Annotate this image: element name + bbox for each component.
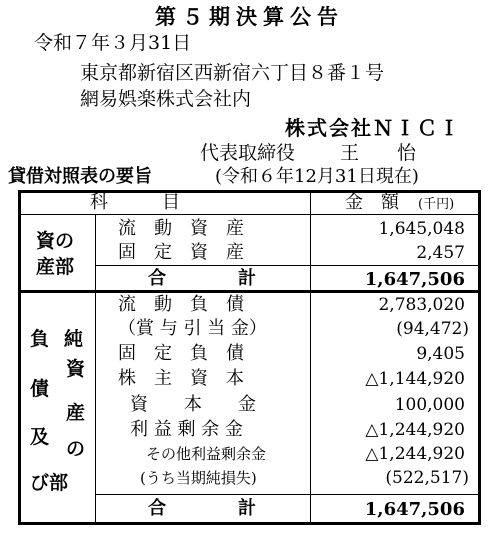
assets-subtotal-rule [95,265,481,266]
liab-group-label-right-2: 資 [66,358,86,380]
liab-group-label-left-1: 負 [30,328,50,350]
notice-title: 第５期決算公告 [155,4,344,29]
liab-group-label-right-4: の [66,438,86,460]
asset-row-label-current: 流 動 資 産 [118,218,244,239]
liab-row-label-bonus: （賞 与 引 当 金） [118,318,267,339]
liab-row-label-retained: 利 益 剰 余 金 [130,419,243,440]
column-header-item: 科 目 [90,192,180,213]
liab-row-value-current: 2,783,020 [378,295,465,315]
liab-row-label-other-retained: その他利益剰余金 [146,445,267,463]
company-name: 株式会社ＮＩＣＩ [285,116,461,140]
liab-row-label-net-loss: (うち当期純損失) [140,469,257,487]
assets-section-rule [18,290,481,293]
liab-row-value-retained: △1,244,920 [365,420,465,440]
section-title: 貸借対照表の要旨 [8,166,152,187]
liab-row-value-equity: △1,144,920 [365,369,465,389]
asset-row-value-fixed: 2,457 [416,243,465,263]
label-column-rule [95,214,96,525]
assets-total-value: 1,647,506 [364,269,465,290]
liab-row-value-bonus: (94,472) [396,319,469,339]
company-building: 網易娯楽株式会社内 [80,88,252,110]
asset-row-label-fixed: 固 定 資 産 [118,242,244,263]
header-rule [18,214,481,215]
liab-row-label-equity: 株 主 資 本 [118,368,244,389]
column-header-amount: 金 額 [345,192,399,213]
representative-title: 代表取締役 [200,142,296,164]
section-as-of: (令和６年12月31日現在) [215,166,419,187]
liab-row-value-capital: 100,000 [394,395,465,415]
liab-row-value-other-retained: △1,244,920 [365,444,465,464]
assets-group-label-line1: 資の [36,230,75,252]
liab-row-label-fixed: 固 定 負 債 [118,343,244,364]
liab-total-label: 合 計 [148,498,256,519]
liab-row-label-current: 流 動 負 債 [118,294,244,315]
amount-column-rule [310,191,311,525]
representative-name: 王 怡 [340,142,417,164]
liab-group-label-right-1: 純 [64,328,84,350]
liab-row-value-fixed: 9,405 [416,344,465,364]
liab-row-label-capital: 資 本 金 [130,394,256,415]
assets-group-label-line2: 産部 [36,256,75,278]
notice-date: 令和７年３月31日 [34,32,192,54]
column-header-unit: (千円) [418,197,455,212]
asset-row-value-current: 1,645,048 [378,219,465,239]
assets-total-label: 合 計 [148,268,256,289]
liab-group-label-left-4: び部 [30,472,69,494]
liab-row-value-net-loss: (522,517) [385,468,469,488]
liab-total-value: 1,647,506 [364,499,465,520]
liab-group-label-left-3: 及 [30,426,50,448]
company-address: 東京都新宿区西新宿六丁目８番１号 [80,62,385,84]
liab-group-label-left-2: 債 [30,378,50,400]
liab-subtotal-rule [95,494,481,495]
liab-group-label-right-3: 産 [66,402,86,424]
